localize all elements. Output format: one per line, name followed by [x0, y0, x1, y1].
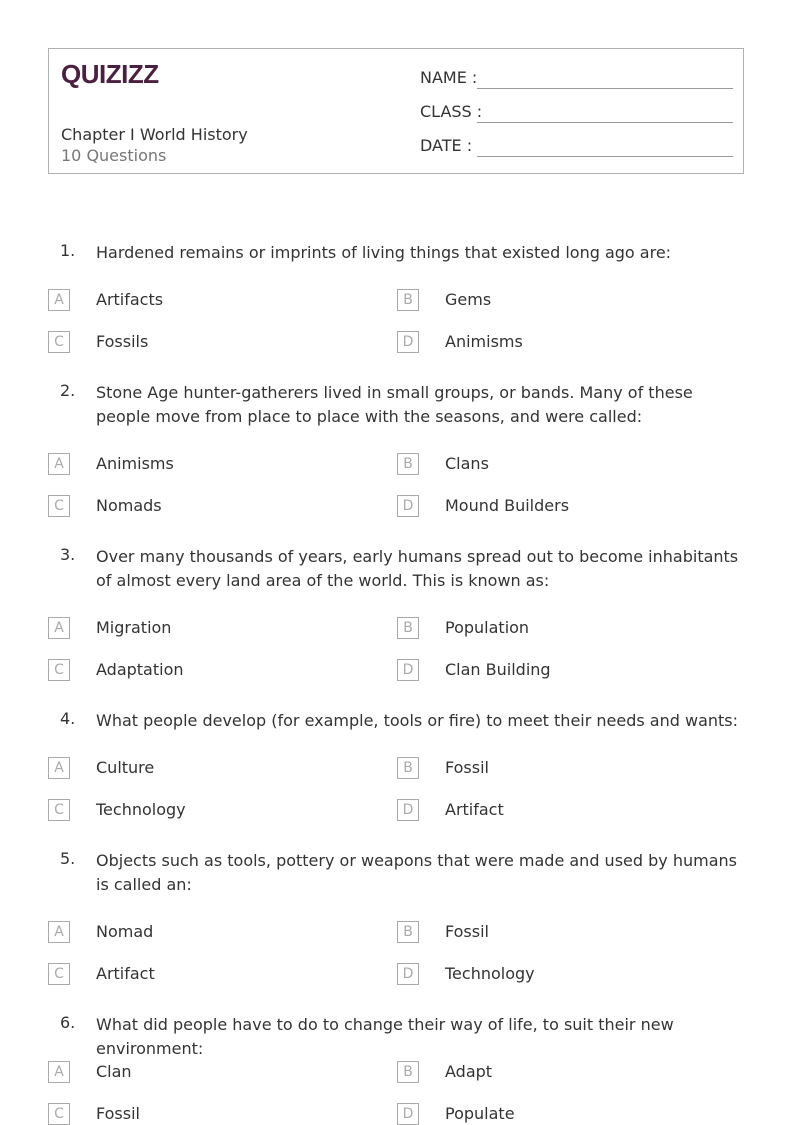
option-text: Adapt: [445, 1062, 493, 1081]
option-letter: B: [397, 617, 419, 639]
option-text: Clan Building: [445, 660, 551, 679]
quizizz-logo: QUIZIZZ: [61, 59, 159, 89]
option-letter: C: [48, 495, 70, 517]
option-letter: D: [397, 331, 419, 353]
option-text: Animisms: [445, 332, 523, 351]
option-letter: D: [397, 495, 419, 517]
class-label: CLASS :: [420, 102, 483, 121]
option-text: Clans: [445, 454, 489, 473]
option-text: Technology: [96, 800, 186, 819]
question-number: 3.: [60, 545, 76, 564]
option-text: Migration: [96, 618, 172, 637]
question-number: 2.: [60, 381, 76, 400]
option-text: Technology: [445, 964, 535, 983]
option-letter: C: [48, 659, 70, 681]
option-text: Clan: [96, 1062, 132, 1081]
name-label: NAME :: [420, 68, 478, 87]
option-letter: B: [397, 921, 419, 943]
option-text: Gems: [445, 290, 492, 309]
question-number: 6.: [60, 1013, 76, 1032]
option-letter: C: [48, 799, 70, 821]
option-letter: D: [397, 1103, 419, 1125]
question-number: 4.: [60, 709, 76, 728]
option-text: Culture: [96, 758, 155, 777]
option-letter: D: [397, 963, 419, 985]
option-text: Nomads: [96, 496, 162, 515]
question-text: Hardened remains or imprints of living things that existed long ago are:: [96, 243, 672, 262]
option-letter: A: [48, 921, 70, 943]
option-text: Nomad: [96, 922, 154, 941]
question-text: What did people have to do to change their way of life, to suit their new environment:: [96, 1015, 674, 1058]
option-letter: C: [48, 963, 70, 985]
question-text: Stone Age hunter-gatherers lived in small groups, or bands. Many of these people move from place to place with the seasons, and were called:: [96, 383, 693, 426]
question-number: 5.: [60, 849, 76, 868]
option-letter: D: [397, 659, 419, 681]
question-number: 1.: [60, 241, 76, 260]
option-text: Artifacts: [96, 290, 164, 309]
option-text: Mound Builders: [445, 496, 570, 515]
option-text: Populate: [445, 1104, 515, 1123]
option-text: Fossil: [96, 1104, 140, 1123]
option-text: Fossils: [96, 332, 149, 351]
option-text: Artifact: [445, 800, 504, 819]
question-text: What people develop (for example, tools or fire) to meet their needs and wants:: [96, 711, 739, 730]
option-letter: A: [48, 453, 70, 475]
option-letter: B: [397, 757, 419, 779]
option-text: Population: [445, 618, 530, 637]
question-text: Over many thousands of years, early humans spread out to become inhabitants of almost every land area of the world. This is known as:: [96, 547, 739, 590]
option-letter: A: [48, 289, 70, 311]
name-line[interactable]: [477, 88, 733, 89]
date-label: DATE :: [420, 136, 473, 155]
option-text: Animisms: [96, 454, 174, 473]
option-letter: B: [397, 453, 419, 475]
option-letter: A: [48, 757, 70, 779]
worksheet-header: [48, 48, 744, 174]
class-line[interactable]: [477, 122, 733, 123]
question-count: 10 Questions: [61, 146, 167, 165]
option-letter: A: [48, 1061, 70, 1083]
option-letter: B: [397, 1061, 419, 1083]
option-letter: D: [397, 799, 419, 821]
date-line[interactable]: [477, 156, 733, 157]
option-text: Fossil: [445, 922, 489, 941]
option-letter: B: [397, 289, 419, 311]
option-letter: A: [48, 617, 70, 639]
option-letter: C: [48, 1103, 70, 1125]
question-text: Objects such as tools, pottery or weapons that were made and used by humans is called an:: [96, 851, 737, 894]
option-text: Adaptation: [96, 660, 184, 679]
option-text: Fossil: [445, 758, 489, 777]
option-text: Artifact: [96, 964, 155, 983]
option-letter: C: [48, 331, 70, 353]
worksheet-title: Chapter I World History: [61, 125, 248, 144]
